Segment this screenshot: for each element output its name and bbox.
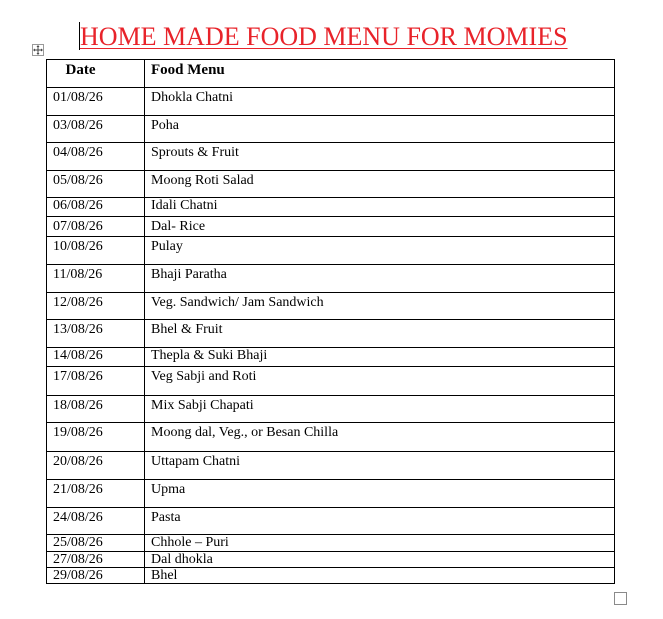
date-cell[interactable] [47, 480, 145, 508]
food-text: Veg Sabji and Roti [151, 369, 257, 384]
date-cell[interactable] [47, 423, 145, 452]
food-text: Bhel & Fruit [151, 322, 223, 337]
table-row [47, 88, 615, 116]
date-cell[interactable] [47, 552, 145, 568]
date-text: 27/08/26 [53, 552, 103, 567]
date-cell[interactable] [47, 535, 145, 552]
date-cell[interactable] [47, 320, 145, 348]
date-text: 12/08/26 [53, 295, 103, 310]
date-header: Date [47, 60, 145, 88]
food-text: Pulay [151, 239, 183, 254]
table-row [47, 508, 615, 535]
food-cell[interactable] [145, 452, 615, 480]
food-cell[interactable] [145, 237, 615, 265]
date-text: 07/08/26 [53, 219, 103, 234]
table-row [47, 171, 615, 198]
date-text: 29/08/26 [53, 568, 103, 583]
food-text: Chhole – Puri [151, 535, 229, 550]
food-text: Moong Roti Salad [151, 173, 254, 188]
date-cell[interactable] [47, 568, 145, 584]
food-text: Idali Chatni [151, 198, 218, 213]
date-cell[interactable] [47, 367, 145, 396]
food-cell[interactable] [145, 367, 615, 396]
date-cell[interactable] [47, 396, 145, 423]
date-text: 03/08/26 [53, 118, 103, 133]
food-text: Dal dhokla [151, 552, 213, 567]
food-text: Dhokla Chatni [151, 90, 234, 105]
table-resize-icon[interactable] [614, 592, 627, 605]
date-text: 21/08/26 [53, 482, 103, 497]
date-text: 14/08/26 [53, 348, 103, 363]
table-row [47, 198, 615, 217]
food-cell[interactable] [145, 552, 615, 568]
food-text: Dal- Rice [151, 219, 206, 234]
date-text: 11/08/26 [53, 267, 103, 282]
table-row [47, 568, 615, 584]
date-cell[interactable] [47, 143, 145, 171]
date-cell[interactable] [47, 217, 145, 237]
food-text: Mix Sabji Chapati [151, 398, 254, 413]
date-text: 25/08/26 [53, 535, 103, 550]
food-cell[interactable] [145, 396, 615, 423]
date-text: 18/08/26 [53, 398, 103, 413]
table-row [47, 348, 615, 367]
food-cell[interactable] [145, 171, 615, 198]
date-text: 05/08/26 [53, 173, 103, 188]
food-text: Uttapam Chatni [151, 454, 241, 469]
table-row [47, 423, 615, 452]
table-row [47, 552, 615, 568]
food-menu-table [46, 59, 615, 584]
food-cell[interactable] [145, 423, 615, 452]
food-text: Moong dal, Veg., or Besan Chilla [151, 425, 339, 440]
food-cell[interactable] [145, 293, 615, 320]
food-cell[interactable] [145, 535, 615, 552]
food-cell[interactable] [145, 480, 615, 508]
table-row [47, 293, 615, 320]
food-cell[interactable] [145, 143, 615, 171]
table-row [47, 265, 615, 293]
table-move-icon[interactable] [32, 44, 44, 56]
food-cell[interactable] [145, 265, 615, 293]
food-cell[interactable] [145, 217, 615, 237]
date-text: 10/08/26 [53, 239, 103, 254]
food-text: Poha [151, 118, 179, 133]
date-text: 13/08/26 [53, 322, 103, 337]
date-cell[interactable] [47, 348, 145, 367]
table-row [47, 480, 615, 508]
food-cell[interactable] [145, 198, 615, 217]
table-row [47, 535, 615, 552]
date-text: 01/08/26 [53, 90, 103, 105]
food-cell[interactable] [145, 116, 615, 143]
table-row [47, 237, 615, 265]
date-cell[interactable] [47, 452, 145, 480]
date-text: 06/08/26 [53, 198, 103, 213]
date-cell[interactable] [47, 116, 145, 143]
food-text: Pasta [151, 510, 181, 525]
food-cell[interactable] [145, 568, 615, 584]
date-text: 04/08/26 [53, 145, 103, 160]
table-row [47, 116, 615, 143]
table-row [47, 320, 615, 348]
food-text: Veg. Sandwich/ Jam Sandwich [151, 295, 324, 310]
food-text: Thepla & Suki Bhaji [151, 348, 268, 363]
date-text: 19/08/26 [53, 425, 103, 440]
table-row [47, 367, 615, 396]
food-menu-header: Food Menu [145, 60, 615, 88]
food-text: Bhel [151, 568, 178, 583]
date-cell[interactable] [47, 237, 145, 265]
date-text: 17/08/26 [53, 369, 103, 384]
table-row [47, 143, 615, 171]
date-text: 20/08/26 [53, 454, 103, 469]
food-cell[interactable] [145, 88, 615, 116]
food-cell[interactable] [145, 348, 615, 367]
page-title: HOME MADE FOOD MENU FOR MOMIES [80, 22, 568, 51]
table-row [47, 217, 615, 237]
date-cell[interactable] [47, 293, 145, 320]
date-cell[interactable] [47, 171, 145, 198]
food-text: Sprouts & Fruit [151, 145, 239, 160]
date-cell[interactable] [47, 508, 145, 535]
date-cell[interactable] [47, 265, 145, 293]
food-cell[interactable] [145, 508, 615, 535]
table-row [47, 396, 615, 423]
date-cell[interactable] [47, 198, 145, 217]
food-cell[interactable] [145, 320, 615, 348]
food-text: Bhaji Paratha [151, 267, 227, 282]
food-text: Upma [151, 482, 186, 497]
date-text: 24/08/26 [53, 510, 103, 525]
table-row [47, 452, 615, 480]
date-cell[interactable] [47, 88, 145, 116]
table-header-row [47, 60, 615, 88]
